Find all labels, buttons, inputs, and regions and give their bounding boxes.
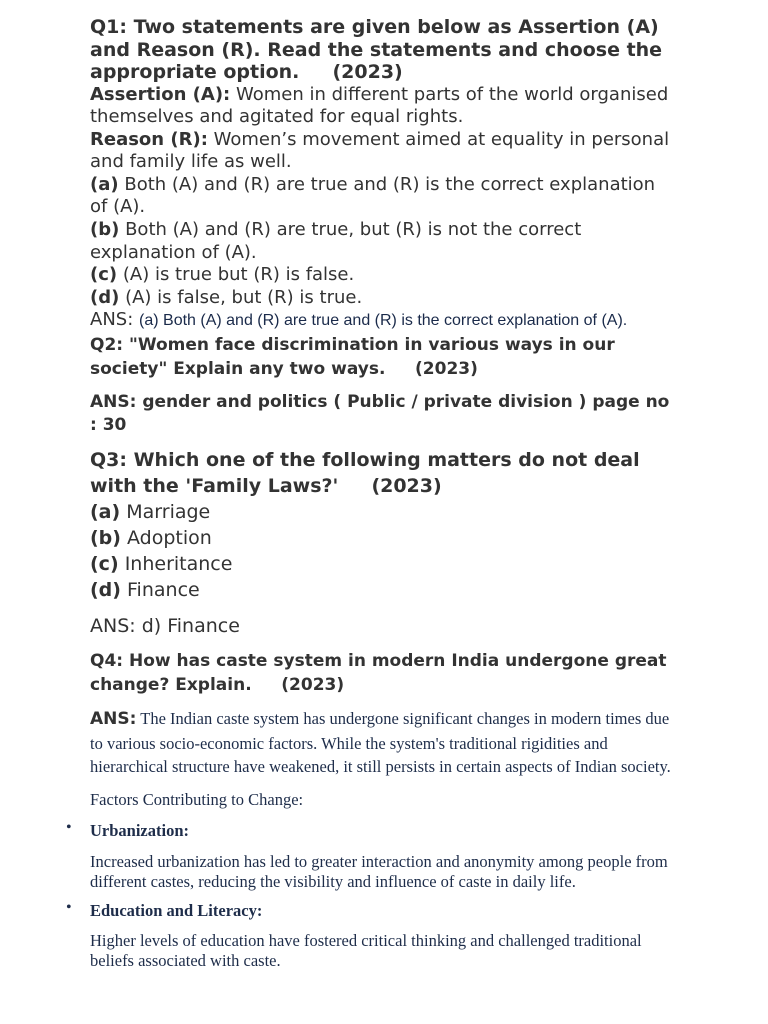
- option-text: Both (A) and (R) are true, but (R) is not the correct explanation of (A).: [90, 219, 582, 263]
- q2-question: [90, 333, 678, 381]
- q1-option-a: [90, 174, 678, 219]
- list-item: [66, 819, 678, 892]
- option-label: (b): [90, 527, 121, 550]
- option-label: (c): [90, 553, 119, 576]
- q4-ans-text: The Indian caste system has undergone significant changes in modern times due to various socio-economic factors. While the system's traditional rigidities and hierarchical structure have weakened, it still persists in certain aspects of Indian society.: [90, 709, 671, 777]
- q1-option-b: [90, 219, 678, 264]
- q3-option-a: [90, 499, 678, 525]
- q2-answer: ANS: gender and politics ( Public / private division ) page no : 30: [90, 392, 670, 436]
- factor-text: Higher levels of education have fostered critical thinking and challenged traditional beliefs associated with caste.: [90, 931, 642, 971]
- q4-question-text: Q4: How has caste system in modern India undergone great change? Explain.: [90, 651, 667, 696]
- option-text: Marriage: [126, 501, 211, 524]
- bullet-icon: •: [66, 819, 72, 837]
- reason-text: Women’s movement aimed at equality in personal and family life as well.: [90, 128, 670, 173]
- factors-heading: Factors Contributing to Change:: [90, 789, 304, 809]
- q1-question-text: Q1: Two statements are given below as Assertion (A) and Reason (R). Read the statements and choose the appropriate option.: [90, 16, 663, 83]
- q3-year: (2023): [371, 475, 442, 498]
- q4-year: (2023): [281, 675, 345, 696]
- option-label: (a): [90, 501, 121, 524]
- option-text: Inheritance: [124, 553, 233, 576]
- assertion-text: Women in different parts of the world organised themselves and agitated for equal rights.: [90, 83, 669, 128]
- option-text: (A) is true but (R) is false.: [122, 264, 355, 286]
- q1-ans-label: ANS:: [90, 309, 134, 331]
- factor-text: Increased urbanization has led to greater interaction and anonymity among people from different castes, reducing the visibility and influence of caste in daily life.: [90, 851, 668, 891]
- q1-year: (2023): [332, 61, 403, 83]
- q3-option-c: [90, 551, 678, 577]
- option-text: Finance: [127, 579, 200, 602]
- factors-list: [66, 819, 678, 971]
- q1-question: [90, 16, 678, 84]
- q2-year: (2023): [415, 359, 478, 380]
- q2-question-text: Q2: "Women face discrimination in various ways in our society" Explain any two ways.: [90, 335, 615, 380]
- option-label: (d): [90, 579, 121, 602]
- q1-option-d: [90, 287, 678, 310]
- q4-question: [90, 649, 678, 697]
- q1-option-c: [90, 264, 678, 287]
- option-label: (d): [90, 286, 120, 308]
- q3-answer: ANS: d) Finance: [90, 615, 240, 638]
- option-text: (A) is false, but (R) is true.: [125, 286, 363, 308]
- option-label: (b): [90, 219, 120, 241]
- factor-title: Urbanization:: [90, 821, 189, 841]
- factor-title: Education and Literacy:: [90, 900, 263, 920]
- q3-question-text: Q3: Which one of the following matters do not deal with the 'Family Laws?': [90, 449, 640, 498]
- reason-label: Reason (R):: [90, 128, 208, 150]
- option-label: (c): [90, 264, 118, 286]
- list-item: [66, 898, 678, 972]
- q3-option-d: [90, 577, 678, 603]
- q3-option-b: [90, 525, 678, 551]
- q1-ans-text: (a) Both (A) and (R) are true and (R) is the correct explanation of (A).: [139, 312, 628, 330]
- q1-answer: [90, 309, 678, 333]
- q1-reason: [90, 129, 678, 174]
- option-text: Both (A) and (R) are true and (R) is the correct explanation of (A).: [90, 173, 656, 218]
- assertion-label: Assertion (A):: [90, 83, 231, 105]
- q1-assertion: [90, 84, 678, 129]
- bullet-icon: •: [66, 898, 72, 916]
- q4-answer: [90, 707, 678, 779]
- q3-question: [90, 447, 678, 499]
- option-label: (a): [90, 173, 119, 195]
- option-text: Adoption: [127, 527, 212, 550]
- q4-ans-label: ANS:: [90, 709, 137, 730]
